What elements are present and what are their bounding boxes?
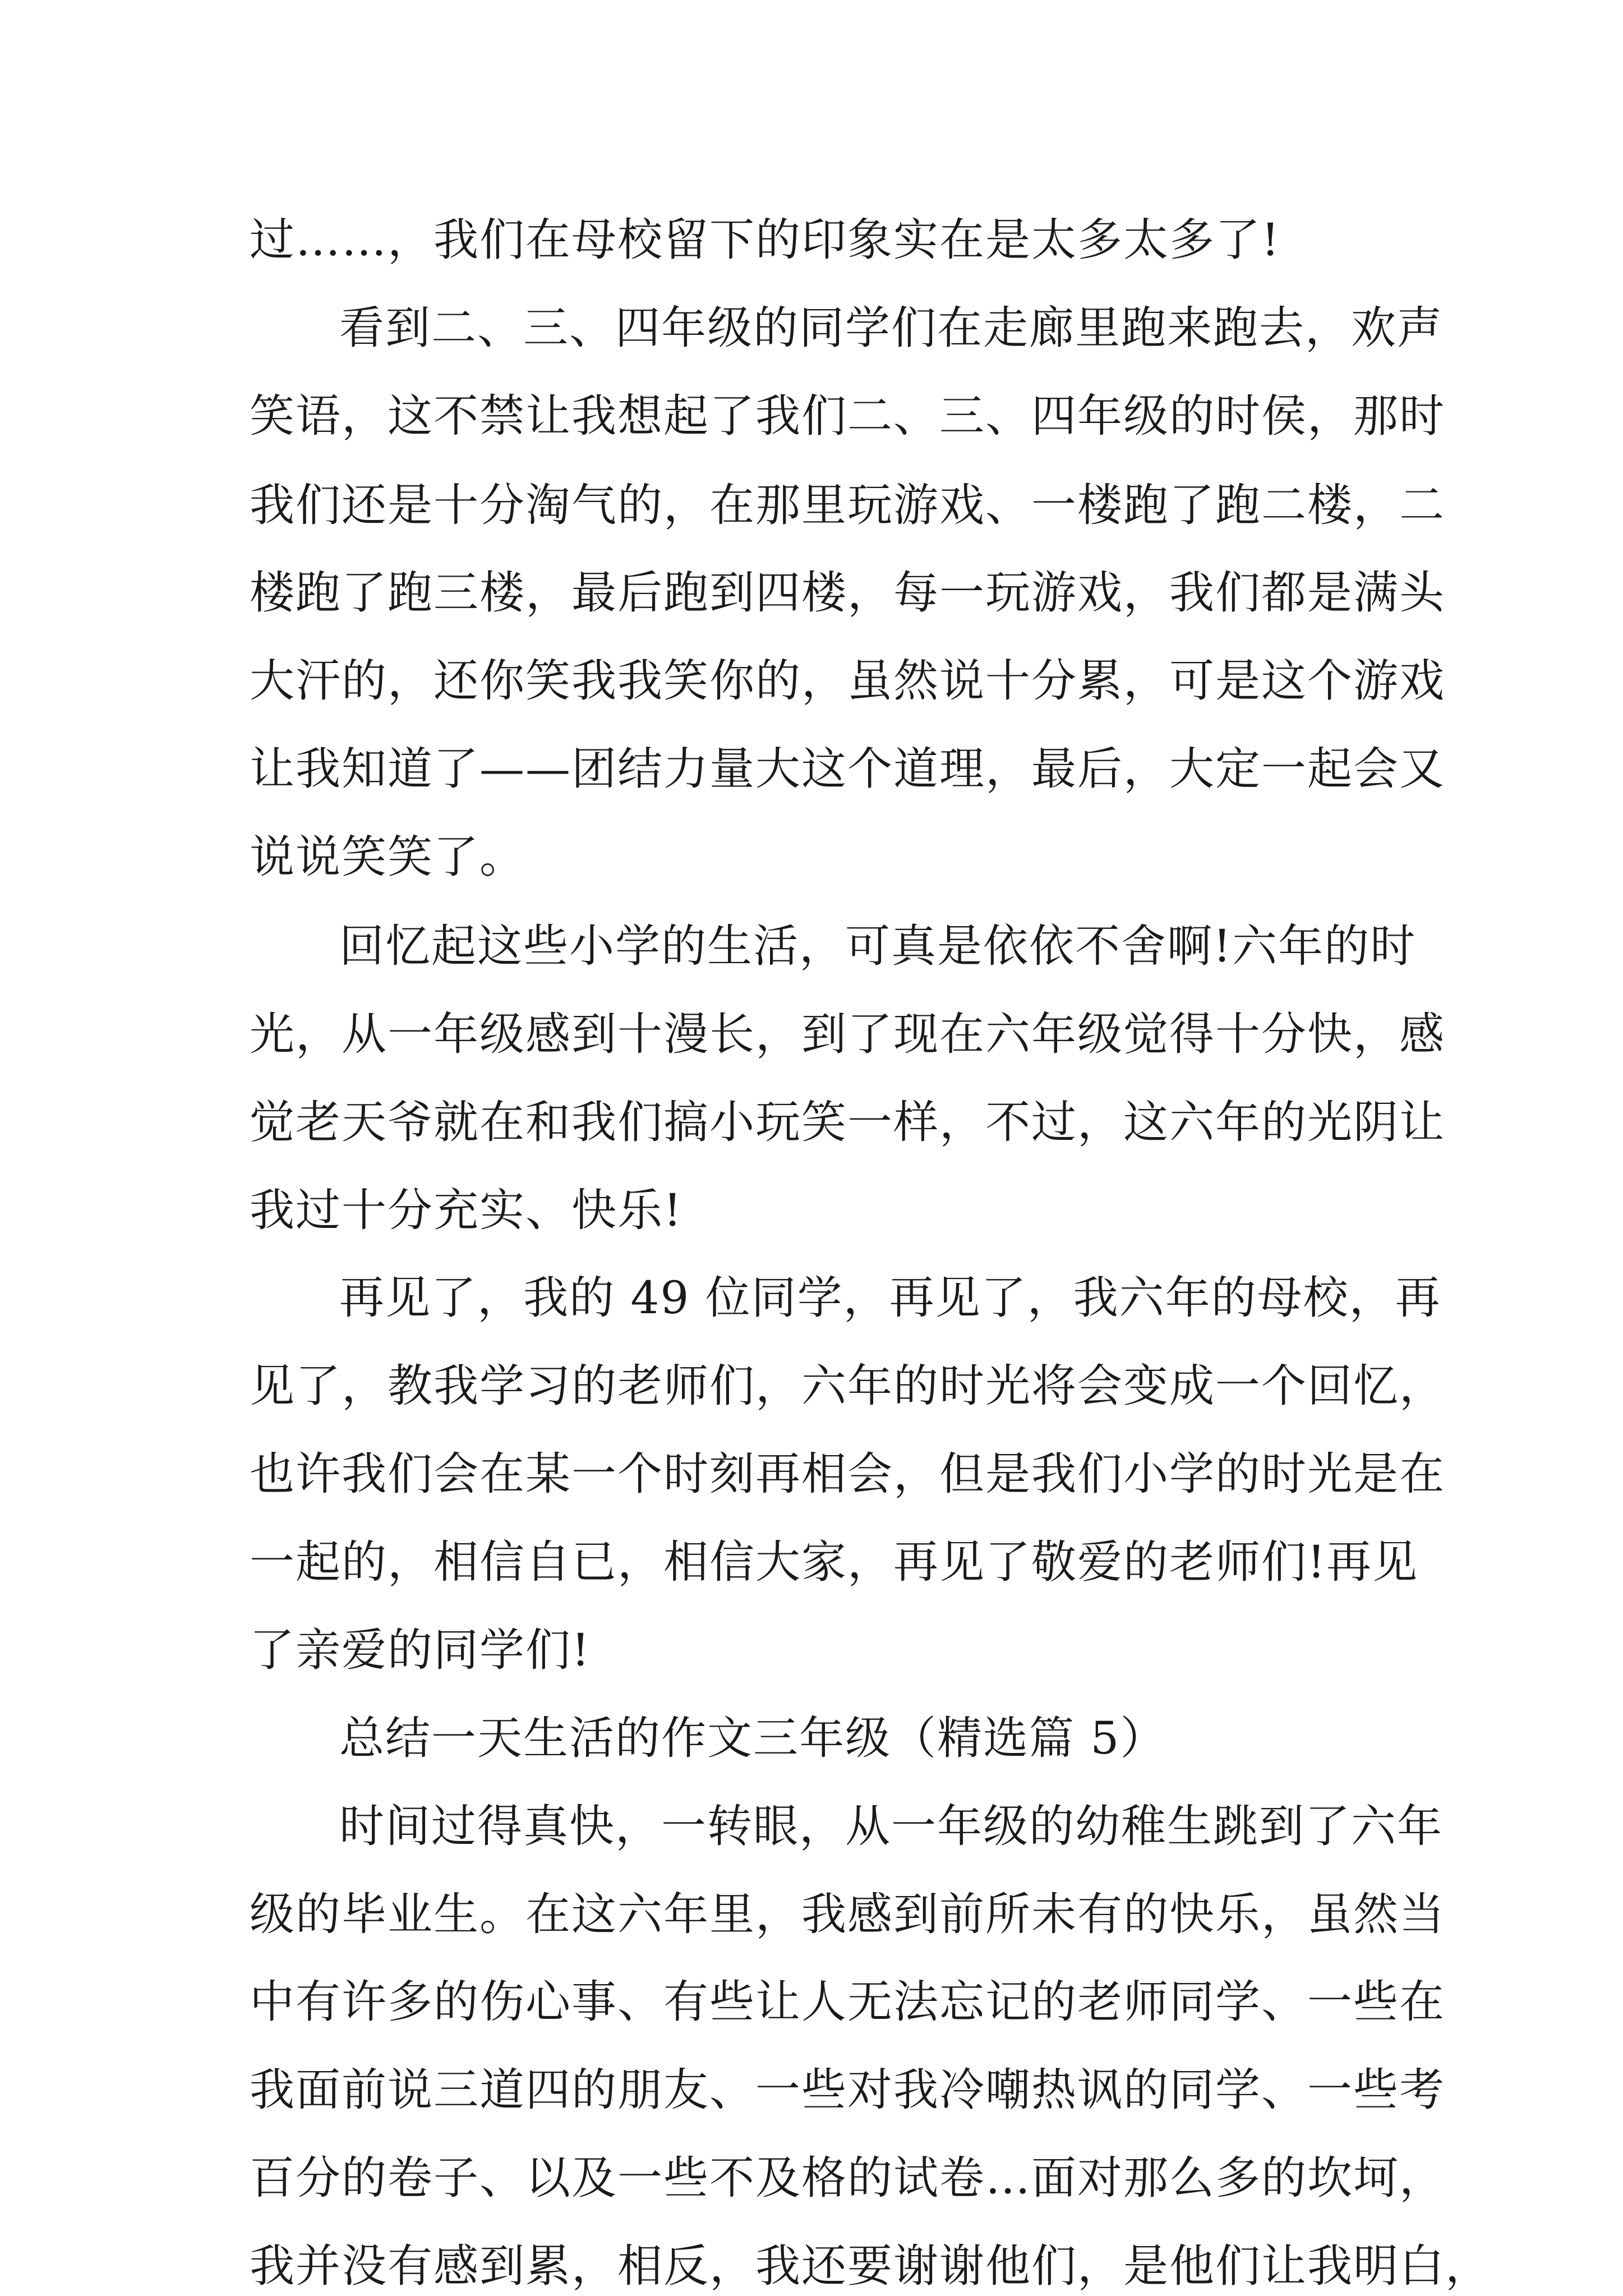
text-line: 楼跑了跑三楼，最后跑到四楼，每一玩游戏，我们都是满头 — [250, 567, 1445, 619]
text-line: 见了，教我学习的老师们，六年的时光将会变成一个回忆， — [250, 1360, 1445, 1412]
text-line: 光，从一年级感到十漫长，到了现在六年级觉得十分快，感 — [250, 1008, 1445, 1060]
text-line: 大汗的，还你笑我我笑你的，虽然说十分累，可是这个游戏 — [250, 655, 1445, 707]
section-heading: 总结一天生活的作文三年级（精选篇 5） — [339, 1712, 1166, 1764]
text-line: 一起的，相信自已，相信大家，再见了敬爱的老师们!再见 — [250, 1536, 1419, 1588]
text-line: 中有许多的伤心事、有些让人无法忘记的老师同学、一些在 — [250, 1976, 1445, 2028]
text-line: 过……，我们在母校留下的印象实在是太多太多了! — [250, 214, 1281, 266]
text-line: 我并没有感到累，相反，我还要谢谢他们，是他们让我明白， — [250, 2240, 1491, 2292]
text-line: 时间过得真快，一转眼，从一年级的幼稚生跳到了六年 — [339, 1800, 1443, 1852]
text-line: 我过十分充实、快乐! — [250, 1184, 683, 1236]
text-line: 再见了，我的 49 位同学，再见了，我六年的母校，再 — [339, 1272, 1441, 1324]
text-line: 说说笑笑了。 — [250, 831, 525, 883]
text-line: 也许我们会在某一个时刻再相会，但是我们小学的时光是在 — [250, 1448, 1445, 1500]
text-line: 笑语，这不禁让我想起了我们二、三、四年级的时侯，那时 — [250, 390, 1445, 442]
text-line: 了亲爱的同学们! — [250, 1624, 591, 1676]
text-line: 我面前说三道四的朋友、一些对我冷嘲热讽的同学、一些考 — [250, 2064, 1445, 2116]
text-line: 让我知道了——团结力量大这个道理，最后，大定一起会又 — [250, 743, 1445, 795]
text-line: 看到二、三、四年级的同学们在走廊里跑来跑去，欢声 — [339, 302, 1443, 354]
text-line: 级的毕业生。在这六年里，我感到前所未有的快乐，虽然当 — [250, 1888, 1445, 1940]
text-line: 回忆起这些小学的生活，可真是依依不舍啊!六年的时 — [339, 920, 1417, 972]
text-line: 我们还是十分淘气的，在那里玩游戏、一楼跑了跑二楼，二 — [250, 479, 1445, 531]
text-line: 觉老天爷就在和我们搞小玩笑一样，不过，这六年的光阴让 — [250, 1096, 1445, 1148]
text-line: 百分的卷子、以及一些不及格的试卷…面对那么多的坎坷， — [250, 2152, 1445, 2204]
